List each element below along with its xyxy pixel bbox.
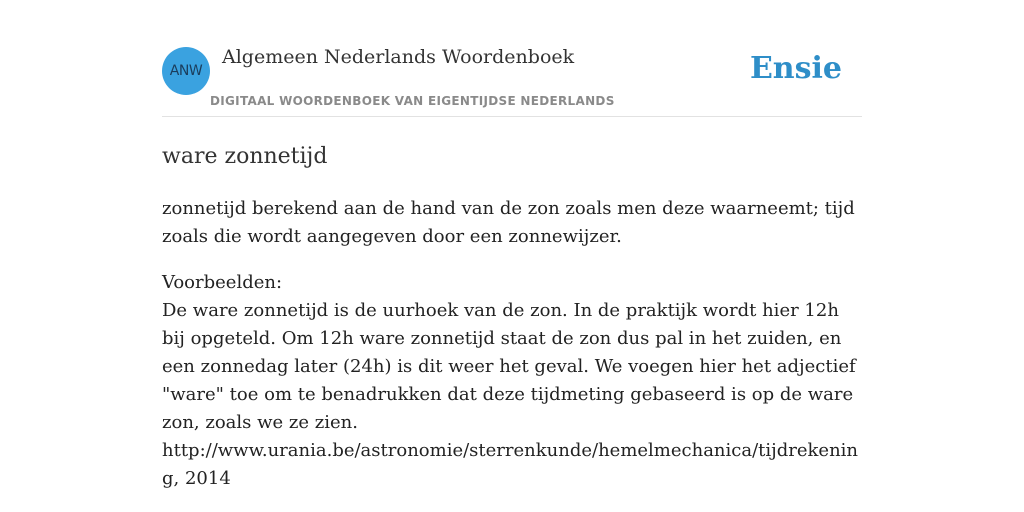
example-source: http://www.urania.be/astronomie/sterrenkunde/hemelmechanica/tijdrekening, 2014 (162, 440, 859, 489)
entry-definition: zonnetijd berekend aan de hand van de zon zoals men deze waarneemt; tijd zoals die wordt aangegeven door een zonnewijzer. (162, 198, 855, 247)
anw-logo[interactable]: ANW (162, 47, 210, 95)
ensie-brand-link[interactable]: Ensie (749, 51, 842, 86)
header (162, 0, 862, 117)
site-title[interactable]: Algemeen Nederlands Woordenboek (222, 46, 575, 68)
examples-label: Voorbeelden: (162, 272, 283, 293)
page-content (162, 0, 862, 493)
example-text: De ware zonnetijd is de uurhoek van de zon. In de praktijk wordt hier 12h bij opgeteld. Om 12h ware zonnetijd staat de zon dus pal in het zuiden, en een zonnedag later (24h) is dit weer het geval. We voegen hier het adjectief "ware" toe om te benadrukken dat deze tijdmeting gebaseerd is op de ware zon, zoals we ze zien. (162, 300, 856, 433)
entry-term: ware zonnetijd (162, 144, 328, 169)
site-subtitle: DIGITAAL WOORDENBOEK VAN EIGENTIJDSE NEDERLANDS (210, 94, 615, 108)
examples-section (162, 269, 862, 493)
